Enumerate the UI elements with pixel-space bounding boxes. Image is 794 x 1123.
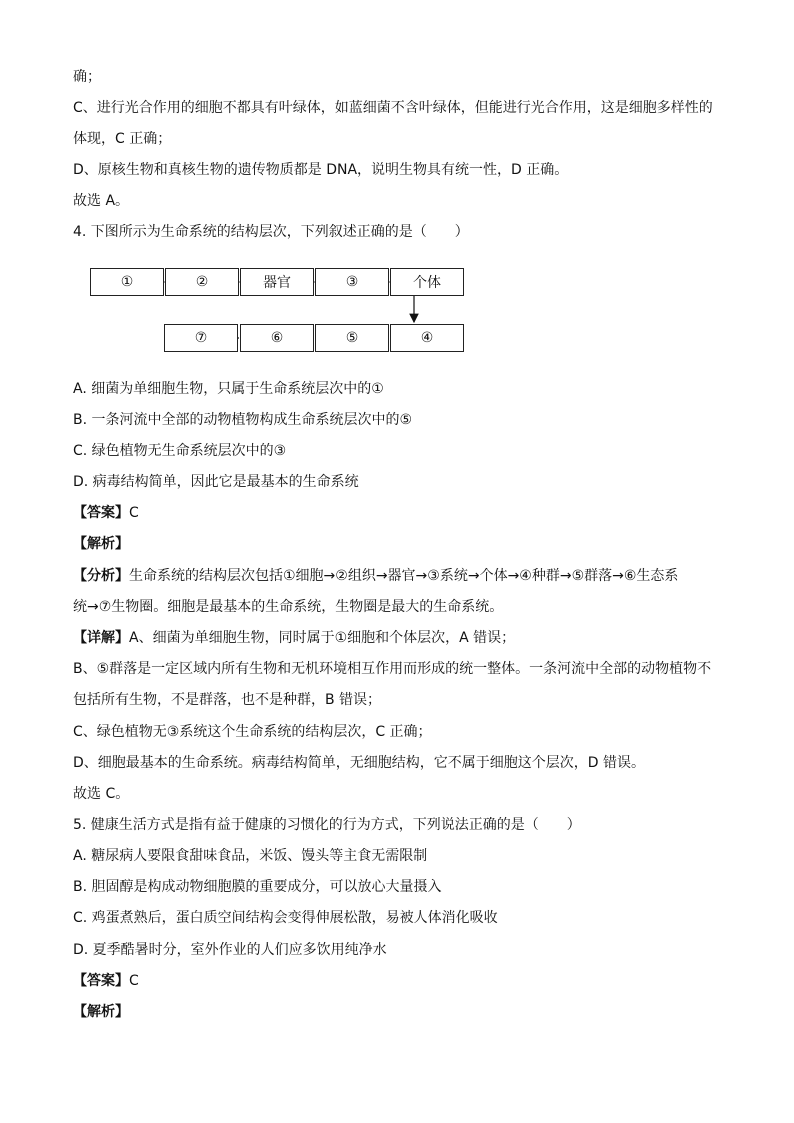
- text-line: 故选 C。: [73, 786, 130, 802]
- answer-label: 【答案】: [73, 505, 129, 521]
- box-cell: ①: [90, 268, 164, 296]
- box-biosphere: ⑦: [164, 324, 238, 352]
- text-line: D、原核生物和真核生物的遗传物质都是 DNA，说明生物具有统一性，D 正确。: [73, 162, 569, 178]
- option-c: C. 鸡蛋煮熟后，蛋白质空间结构会变得伸展松散，易被人体消化吸收: [73, 910, 498, 926]
- text-line: 确；: [73, 69, 101, 85]
- box-population: ④: [390, 324, 464, 352]
- answer-4: [73, 504, 139, 522]
- detail-label: 【详解】: [73, 630, 129, 646]
- text-line: 统→⑦生物圈。细胞是最基本的生命系统，生物圈是最大的生命系统。: [73, 599, 504, 615]
- option-b: B. 一条河流中全部的动物植物构成生命系统层次中的⑤: [73, 412, 413, 428]
- text-line: B、⑤群落是一定区域内所有生物和无机环境相互作用而形成的统一整体。一条河流中全部的动物植物不: [73, 661, 712, 677]
- text-line: 故选 A。: [73, 193, 130, 209]
- question-4-stem: 4. 下图所示为生命系统的结构层次，下列叙述正确的是（ ）: [73, 224, 469, 240]
- option-a: A. 糖尿病人要限食甜味食品，米饭、馒头等主食无需限制: [73, 848, 428, 864]
- box-individual: 个体: [390, 268, 464, 296]
- text-line: D、细胞最基本的生命系统。病毒结构简单，无细胞结构，它不属于细胞这个层次，D 错误。: [73, 755, 646, 771]
- option-b: B. 胆固醇是构成动物细胞膜的重要成分，可以放心大量摄入: [73, 879, 442, 895]
- option-d: D. 病毒结构简单，因此它是最基本的生命系统: [73, 474, 359, 490]
- analysis-line: [73, 567, 678, 585]
- answer-value: C: [129, 973, 139, 989]
- text-line: 体现，C 正确；: [73, 131, 172, 147]
- option-d: D. 夏季酷暑时分，室外作业的人们应多饮用纯净水: [73, 942, 387, 958]
- option-a: A. 细菌为单细胞生物，只属于生命系统层次中的①: [73, 381, 384, 397]
- box-community: ⑤: [315, 324, 389, 352]
- box-system: ③: [315, 268, 389, 296]
- analysis-heading: 【解析】: [73, 1004, 129, 1020]
- question-5-stem: 5. 健康生活方式是指有益于健康的习惯化的行为方式，下列说法正确的是（ ）: [73, 817, 581, 833]
- box-tissue: ②: [165, 268, 239, 296]
- analysis-label: 【分析】: [73, 568, 129, 584]
- box-organ: 器官: [240, 268, 314, 296]
- analysis-text: 生命系统的结构层次包括①细胞→②组织→器官→③系统→个体→④种群→⑤群落→⑥生态系: [129, 568, 679, 584]
- analysis-heading: 【解析】: [73, 536, 129, 552]
- detail-text: A、细菌为单细胞生物，同时属于①细胞和个体层次，A 错误；: [129, 630, 516, 646]
- answer-value: C: [129, 505, 139, 521]
- text-line: C、绿色植物无③系统这个生命系统的结构层次，C 正确；: [73, 724, 432, 740]
- answer-label: 【答案】: [73, 973, 129, 989]
- text-line: 包括所有生物，不是群落，也不是种群，B 错误；: [73, 692, 382, 708]
- text-line: C、进行光合作用的细胞不都具有叶绿体，如蓝细菌不含叶绿体，但能进行光合作用，这是细胞多样性的: [73, 100, 713, 116]
- option-c: C. 绿色植物无生命系统层次中的③: [73, 443, 287, 459]
- detail-line: [73, 629, 515, 647]
- answer-5: [73, 972, 139, 990]
- box-ecosystem: ⑥: [240, 324, 314, 352]
